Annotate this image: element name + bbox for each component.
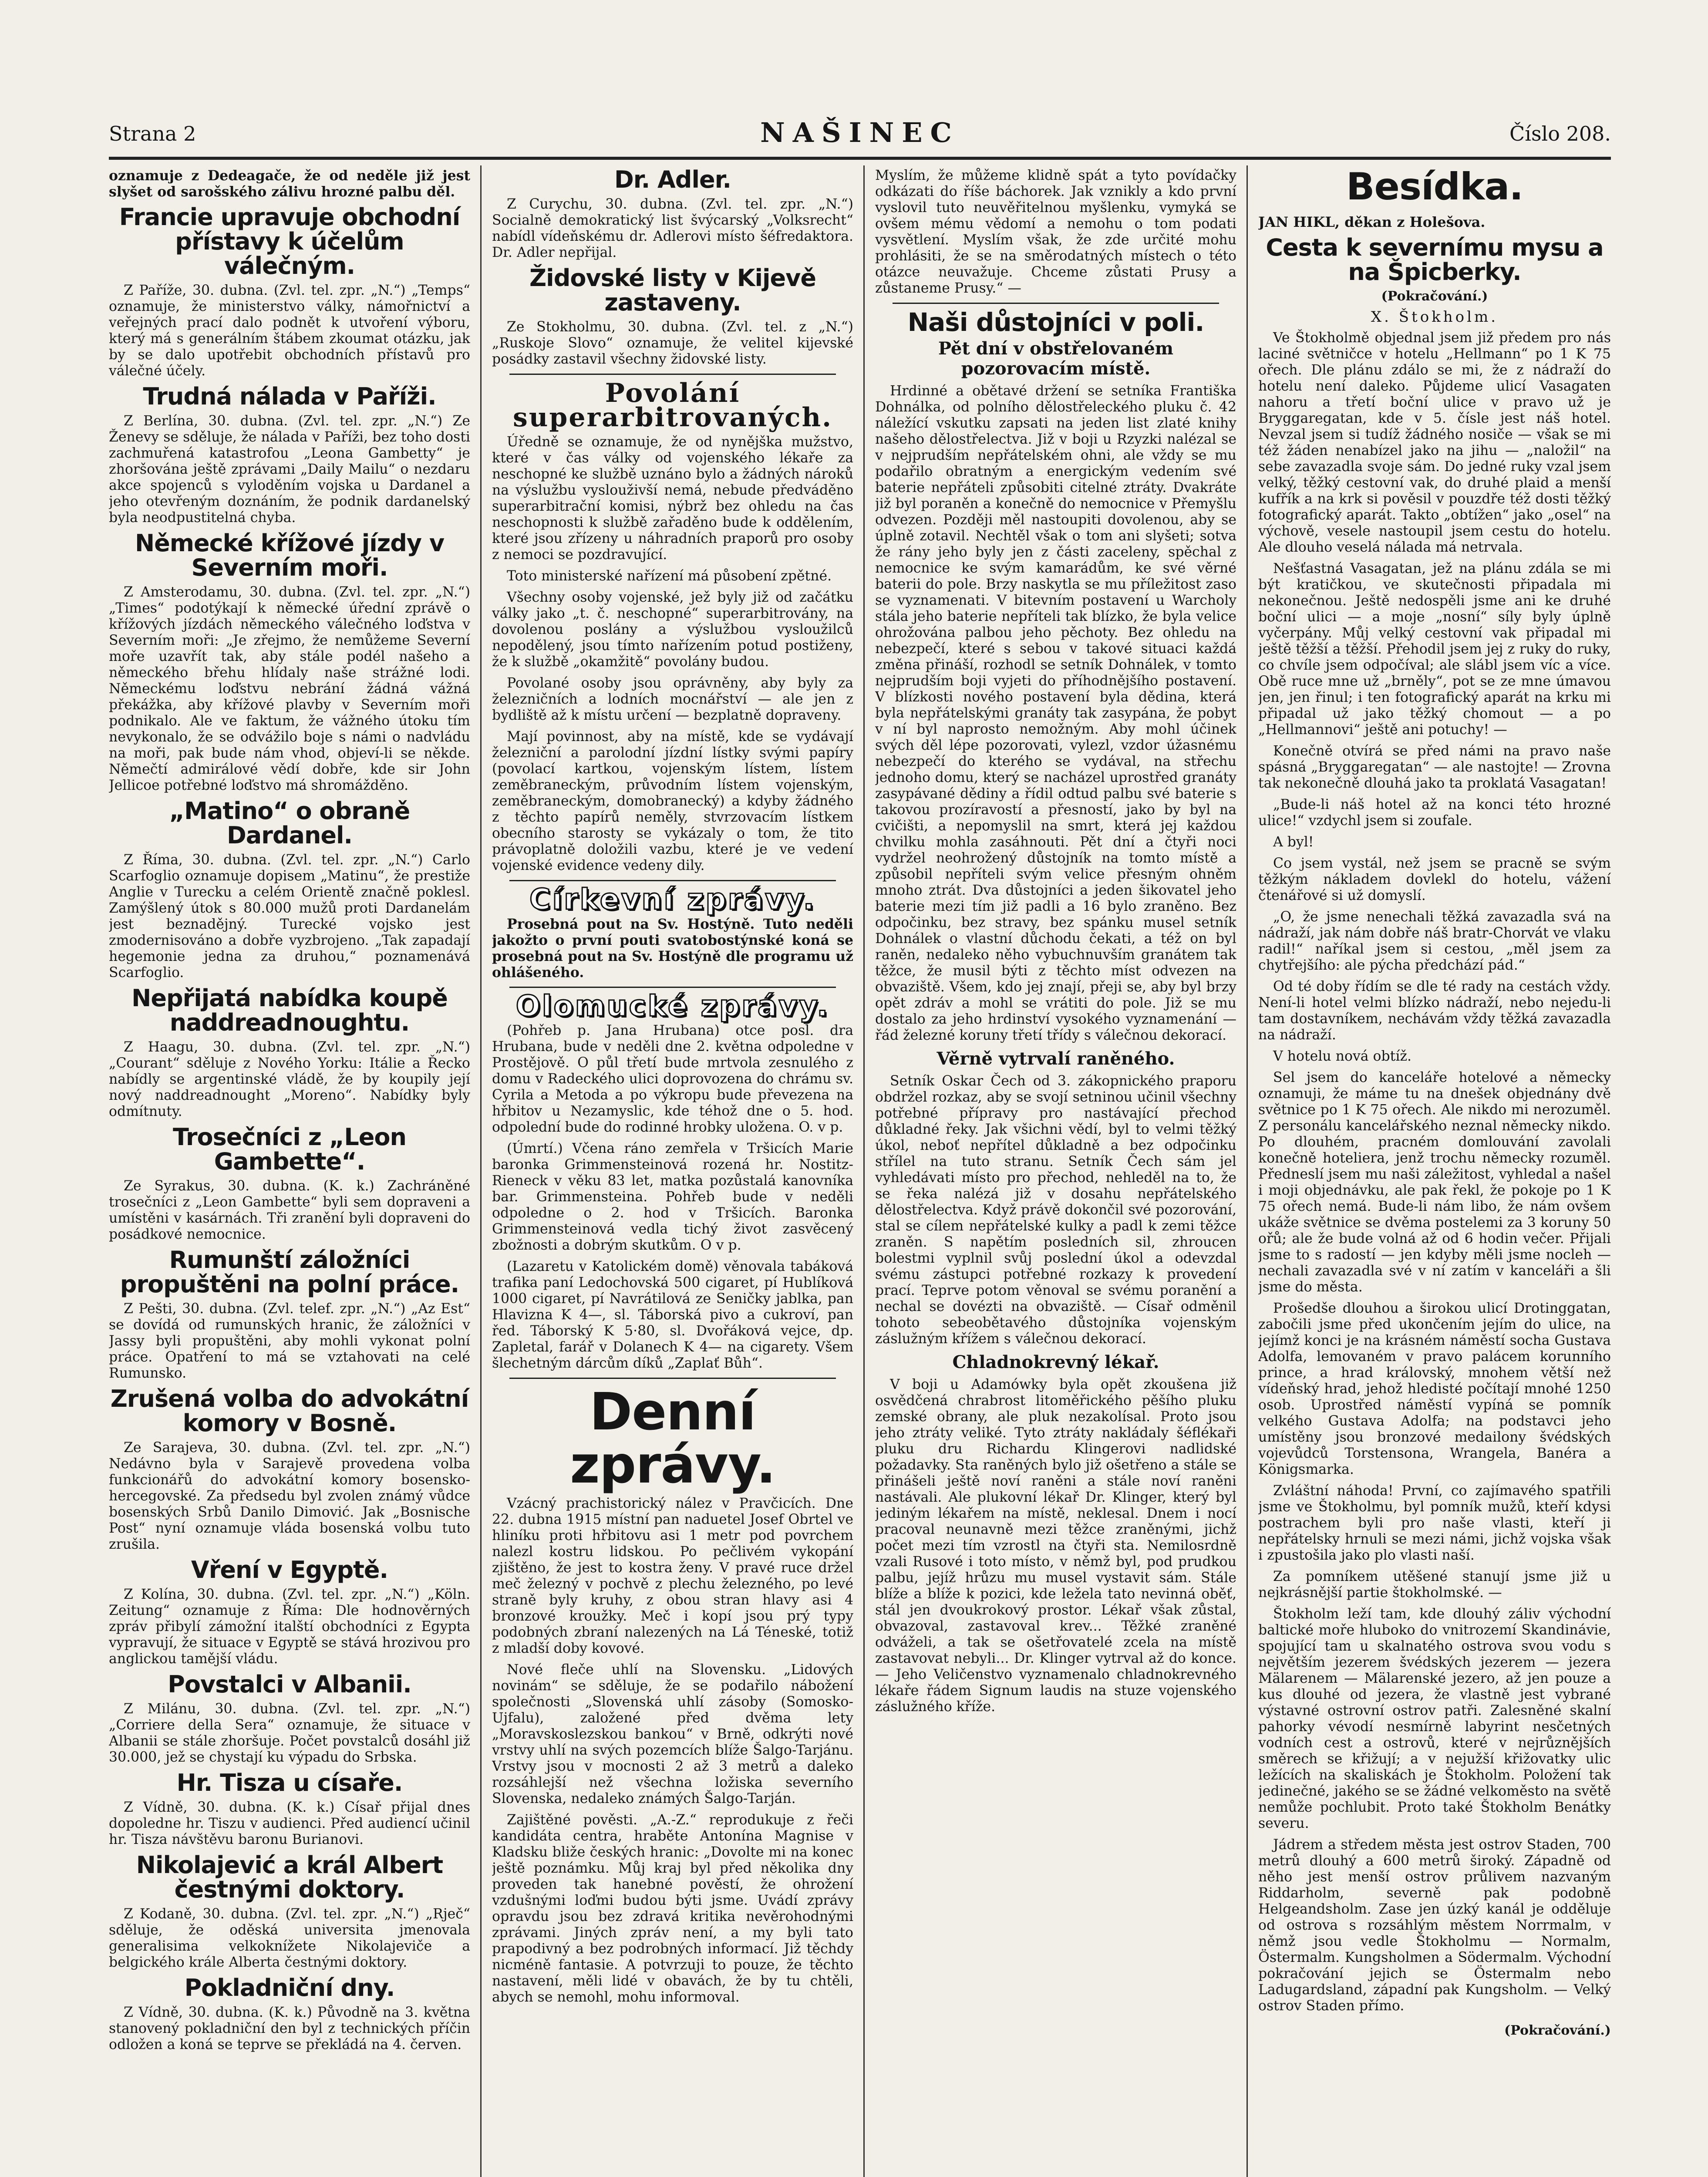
- subheadline: Chladnokrevný lékař.: [952, 1352, 1159, 1372]
- article-text: Z Paříže, 30. dubna. (Zvl. tel. zpr. „N.“) „Temps“ oznamuje, že ministerstvo války, námořnictví a veřejných prací dalo podnět k utvoření výboru, který má s generálním štábem zkoumat otázku, jak by se dalo upotřebit obchodních přístavů pro válečné účely.: [109, 283, 470, 379]
- headline: Vření v Egyptě.: [191, 1556, 388, 1584]
- article-text: (Lazaretu v Katolickém domě) věnovala tabáková trafika paní Ledochovská 500 cigaret, pí Hublíková 1000 cigaret, pí Navrátilová ze Seničky jablka, pan Hlavizna K 4—, sl. Táborská pivo a cukroví, pan řed. Táborský K 5·80, sl. Dvořáková vejce, dp. Zapletal, farář v Dolanech K 4— na cigarety. Všem šlechetným dárcům díků „Zaplať Bůh“.: [492, 1259, 853, 1371]
- article-text: Ve Štokholmě objednal jsem již předem pro nás laciné světničce v hotelu „Hellmann“ po 1 K 75 ořech. Dle plánu zdálo se mi, že z nádraží do hotelu není daleko. Půjdeme ulicí Vasagaten nahoru a třetí boční ulice v pravo už je Bryggaregatan, kde v 5. čísle jest náš hotel. Nevzal jsem si tudíž žádného nosiče — však se mi též žáden nenabízel jako na jihu — „naložil“ na sebe zavazadla svoje sám. Do jedné ruky vzal jsem velký, těžký cestovní vak, do druhé plaid a menší kufřík a na krk si pověsil v pouzdře též dosti těžký fotografický aparát. Takto „obtížen“ jako „osel“ na výchově, vesele nastoupil jsem cestu do hotelu. Ale dlouho veselá nálada má netrvala.: [1258, 330, 1611, 555]
- section-title: Besídka.: [1346, 168, 1523, 209]
- headline: Olomucké zprávy.: [515, 989, 830, 1023]
- article-text: Setník Oskar Čech od 3. zákopnického praporu obdržel rozkaz, aby se svojí setninou učinil všechny potřebné přípravy pro nastávající přechod důkladné řeky. Jak všichni vědí, byl to velmi těžký úkol, neboť nepřítel důkladně a bez odpočinku střílel na tuto stranu. Setník Čech sám jel vyhledávati místo pro přechod, nehleděl na to, že se řeka nalézá již v dosahu nepřátelského dělostřelectva. Když právě dokončil své pozorování, stal se cílem nepřátelské kulky a padl k zemi těžce zraněn. S napětím posledních sil, zhroucen bolestmi vyplnil svůj poslední úkol a odevzdal svému zástupci potřebné rozkazy k provedení prací. Teprve potom věnoval se svému poranění a nechal se dovézti na obvaziště. — Císař odměnil tohoto sebeobětavého důstojníka vojenským záslužným křížem s válečnou dekorací.: [875, 1073, 1236, 1347]
- article-text: Od té doby řídím se dle té rady na cestách vždy. Není-li hotel velmi blízko nádraží, nebo nejedu-li tam dostavníkem, nechávám vždy těžká zavazadla na nádraží.: [1258, 979, 1611, 1043]
- article-text: A byl!: [1273, 834, 1314, 850]
- article-text: „Bude-li náš hotel až na konci této hrozné ulice!“ vzdychl jsem si zoufale.: [1258, 797, 1611, 829]
- article-text: Z Milánu, 30. dubna. (Zvl. tel. zpr. „N.“) „Corriere della Sera“ oznamuje, že situace v Albanii se stále zhoršuje. Počet povstalců dosáhl již 30.000, jež se chystají ku výpadu do Srbska.: [109, 1701, 470, 1765]
- article-text: „O, že jsme nenechali těžká zavazadla svá na nádraží, jak nám dobře náš bratr-Chorvát ve vlaku radil!“ naříkal jsem si cestou, „měl jsem za chytřejšího: ale pýcha předchází pád.“: [1258, 909, 1611, 973]
- article-text: Z Vídně, 30. dubna. (K. k.) Původně na 3. května stanovený pokladniční den byl z technických příčin odložen a koná se teprve se překládá na 4. červen.: [109, 2005, 470, 2052]
- article-text: V hotelu nová obtíž.: [1273, 1048, 1412, 1064]
- article-text: Povolané osoby jsou oprávněny, aby byly za železničních a lodních mocnářství — ale jen z bydliště až k místu určení — bezplatně dopraveny.: [492, 675, 853, 723]
- divider: [509, 1378, 836, 1379]
- article-text: Prošedše dlouhou a širokou ulicí Drotinggatan, zabočili jsme před ukončením jejím do ulice, na jejímž konci je na krásném náměstí socha Gustava Adolfa, lemovaném v pravo palácem korunního prince, a hrad královský, mnohem větší než vídeňský hrad, jehož hledisté počítají mnohé 1250 osob. Uprostřed náměstí vypíná se pomník velkého Gustava Adolfa; na podstavci jeho umístěny jsou bronzové medailony švédských vojevůdců Torstensona, Wrangela, Banéra a Königsmarka.: [1258, 1301, 1611, 1477]
- article-text: (Pohřeb p. Jana Hrubana) otce posl. dra Hrubana, bude v neděli dne 2. května odpoledne v Prostějově. O půl třetí bude mrtvola zesnulého z domu v Radeckého ulici doprovozena do chrámu sv. Cyrila a Metoda a po výkropu bude převezena na hřbitov u Nezamyslic, kde téhož dne o 5. hod. odpolední bude do rodinné hrobky uložena. O. v p.: [492, 1023, 853, 1135]
- newspaper-title: NAŠINEC: [760, 117, 960, 148]
- headline: Francie upravuje obchodní přístavy k účelům válečným.: [119, 203, 460, 280]
- article-text: Z Amsterodamu, 30. dubna. (Zvl. tel. zpr. „N.“) „Times“ podotýkají k německé úřední zprávě o křížových jízdách německého válečného loďstva v Severním moři: „Je zřejmo, že nemůžeme Severní moře uzavřít tak, aby stále podél našeho a německého břehu hlídaly naše strážné lodi. Německému loďstvu nebrání žádná vážná překážka, aby křížové plavby v Severním moři podnikalo. Ale ve faktum, že vážného útoku tím nevykonalo, že se odvážilo boje s námi o nadvládu na moři, pak bude nám vhod, objeví-li se někde. Němečtí admirálové vědí dobře, kde sir John Jellicoe potřebné loďstvo má shromážděno.: [109, 584, 470, 793]
- headline: Církevní zprávy.: [529, 883, 816, 916]
- masthead: [109, 109, 1611, 160]
- column-4: [1258, 168, 1611, 2177]
- headline: Trosečníci z „Leon Gambette“.: [173, 1123, 406, 1175]
- article-text: Myslím, že můžeme klidně spát a tyto povídačky odkázati do říše báchorek. Jak vznikly a kdo první vyslovil tuto neuvěřitelnou myšlenku, vymyká se ovšem mému vědomí a nemohu o tom podati vysvětlení. Myslím však, že zde určité mohu prohlásiti, že se na směrodatných místech o této otázce neuvažuje. Chceme zůstati Prusy a zůstaneme Prusy.“ —: [875, 168, 1236, 296]
- article-text: Štokholm leží tam, kde dlouhý záliv východní baltické moře hluboko do vnitrozemí Skandinávie, spojující tam u skalnatého ostrova svou vodu s největším jezerem švédských jezerem — jezera Mälarenem — Mälarenské jezero, až jen pouze a kus dlouhé od jezera, že vlastně jest vybrané výstavné ostrovní ostrov patři. Zalesněné skalní pahorky vévodí nesmírně labyrint nesčetných vodních cest a ostrovů, které v nejrůznějších směrech se křižují; a v nejužší křižovatky ulic ležících na skaliskách je Štokholm. Položení tak jedinečné, jakého se se žádné velkoměsto na světě nemůže pochlubit. Proto také Štokholm Benátky severu.: [1258, 1606, 1611, 1831]
- subheadline: Pět dní v obstřelovaném pozorovacím místě.: [938, 338, 1174, 379]
- continued-note: (Pokračování.): [1381, 289, 1488, 304]
- headline: Německé křížové jízdy v Severním moři.: [135, 529, 445, 581]
- column-2: [492, 168, 853, 2177]
- headline: Židovské listy v Kijevě zastaveny.: [529, 264, 816, 316]
- headline: Zrušená volba do advokátní komory v Bosně.: [110, 1385, 469, 1437]
- headline: „Matino“ o obraně Dardanel.: [169, 797, 410, 849]
- article-text: Toto ministerské nařízení má působení zpětné.: [507, 568, 832, 584]
- article-text: Z Berlína, 30. dubna. (Zvl. tel. zpr. „N.“) Ze Ženevy se sděluje, že nálada v Paříži, bez toho dosti zachmuřená katastrofou „Leona Gambetty“ je zhoršována ještě zprávami „Daily Mailu“ o nezdaru akce spojenců s vyloděním vojska u Dardanel a jeho otevřeným doznáním, že podnik dardanelský byla neodpustitelná chyba.: [109, 413, 470, 526]
- article-text: Zajištěné pověsti. „A.-Z.“ reprodukuje z řeči kandidáta centra, hraběte Antonína Magnise v Kladsku bliže českých hranic: „Dovolte mi na konec ještě poznámku. Můj kraj byl před několika dny proveden tak hanebné pověstí, že ohrožení vzdušnými loďmi budou býti jsme. Uvádí zprávy opravdu jsou bez zdravá kritika nevěrohodnými zprávami. Jiných zpráv není, a my byli tato prapodivný a bez podrobných informací. Již těchdy nicméně fantasie. A potvrzuji to pouze, že těchto nastavení, měli lidé v obavách, že by tu chtěli, abych se nemohl, mohu informoval.: [492, 1812, 853, 2005]
- article-text: Mají povinnost, aby na místě, kde se vydávají železniční a parolodní jízdní lístky svými papíry (povolací kartkou, vojenským lístem, lístem zeměbraneckým, průvodním lístem vojenským, zeměbraneckým, domobranecký) a kdyby žádného z těchto papírů neměly, stvrzovacím lístkem obecního starosty se vykázaly o tom, že tito právoplatně doložili vazbu, které je ve vedení vojenské evidence vedeny dily.: [492, 729, 853, 873]
- article-text: Z Haagu, 30. dubna. (Zvl. tel. zpr. „N.“) „Courant“ sděluje z Nového Yorku: Itálie a Řecko nabídly se argentinské vládě, že by koupily její nový naddreadnought „Moreno“. Nabídky byly odmítnuty.: [109, 1039, 470, 1119]
- column-3: [875, 168, 1236, 2177]
- page-number: Strana 2: [109, 122, 196, 145]
- article-text: Z Kodaně, 30. dubna. (Zvl. tel. zpr. „N.“) „Rječ“ sděluje, že oděská universita jmenovala generalisima velkoknížete Nikolajeviče a belgického krále Alberta čestnými doktory.: [109, 1906, 470, 1970]
- article-text: Vzácný prachistorický nález v Pravčicích. Dne 22. dubna 1915 místní pan naduetel Josef Obrtel ve hliníku proti hřbitovu asi 1 metr pod povrchem nalezl kostru lidskou. Po pečlivém vykopání zjištěno, že jest to kostra ženy. V pravé ruce držel meč železný v pochvě z plechu železného, po levé straně byly kruhy, z obou stran hlavy asi 4 bronzové kroužky. Meč i kopí jsou prý typy podobných zbraní nalezených na Lá Téneské, totiž z mladší doby kovové.: [492, 1496, 853, 1656]
- article-text: Nešťastná Vasagatan, jež na plánu zdála se mi být kratičkou, ve skutečnosti připadala mi nekonečnou. Ještě nedospěli jsme ani ke druhé boční ulici — a moje „nosní“ síly byly úplně vyčerpány. Můj velký cestovní vak připadal mi ještě těžší a těžší. Přehodil jsem jej z ruky do ruky, co chvíle jsem odpočíval; ale slábl jsem víc a více. Obě ruce mne už „brněly“, pot se ze mne úmavou jen, jen řinul; i ten fotografický aparát na krku mi připadal už jako těžký chomout — a po „Hellmannovi“ ještě ani potuchy! —: [1258, 561, 1611, 738]
- headline: Rumunští záložníci propuštěni na polní práce.: [120, 1246, 459, 1298]
- column-rule: [863, 165, 865, 2177]
- article-text: Úředně se oznamuje, že od nynějška mužstvo, které v čas války od vojenského lékaře za neschopné ke službě uznáno bylo a žádných nároků na výslužbu vyslouživší nemá, nebude předváděno superarbitrační komisi, nýbrž bez ohledu na čas neschopnosti k službě zařaděno bude k oddělením, které jsou zřízeny u náhradních praporů pro osoby z nemoci se pozdravující.: [492, 434, 853, 563]
- article-text: Z Vídně, 30. dubna. (K. k.) Císař přijal dnes dopoledne hr. Tiszu v audienci. Před audiencí učinil hr. Tisza návštěvu baronu Burianovi.: [109, 1800, 470, 1847]
- article-text: Ze Stokholmu, 30. dubna. (Zvl. tel. z „N.“) „Ruskoje Slovo“ oznamuje, že velitel kijevské posádky zastavil všechny židovské listy.: [492, 319, 853, 367]
- headline: Cesta k severnímu mysu a na Špicberky.: [1266, 234, 1604, 286]
- article-text: Co jsem vystál, než jsem se pracně se svým těžkým nákladem dovlekl do hotelu, vážení čtenářové si už domyslí.: [1258, 856, 1611, 903]
- column-1: [109, 168, 470, 2177]
- article-text: Z Pešti, 30. dubna. (Zvl. telef. zpr. „N.“) „Az Est“ se dovídá od rumunských hranic, že záložníci v Jassy byli propuštěni, aby mohli vykonat polní práce. Opatření to má se vztahovati na celé Rumunsko.: [109, 1301, 470, 1381]
- article-text: Ze Sarajeva, 30. dubna. (Zvl. tel. zpr. „N.“) Nedávno byla v Sarajevě provedena volba funkcionářů do advokátní komory bosensko-hercegovské. Za předsedu byl zvolen známý vůdce bosenských Srbů Danilo Dimović. Jak „Bosnische Post“ nyní oznamuje vláda bosenská volbu tuto zrušila.: [109, 1440, 470, 1552]
- article-text: Prosebná pout na Sv. Hostýně. Tuto neděli jakožto o první pouti svatobostýnské koná se prosebná pout na Sv. Hostýně dle programu už ohlášeného.: [492, 916, 853, 981]
- divider: [509, 374, 836, 375]
- article-text: Hrdinné a obětavé držení se setníka Františka Dohnálka, od polního dělostřeleckého pluku č. 42 náležící vskutku zapsati na jeden list zlaté knihy našeho dělostřelectva. Již v boji u Rzyzki nalézal se v nejprudším nepřátelském ohni, ale vždy se mu podařilo obratným a energickým vedením své baterie nepřáteli způsobiti citelné ztráty. Dvakráte již byl poraněn a konečně do nemocnice v Přemyšlu odvezen. Později měl nastoupiti dovolenou, aby se úplně zotavil. Nechtěl však o tom ani slyšeti; sotva že rány jeho byly jen z části zaceleny, spěchal z nemocnice ke svým kamarádům, ke své věrné baterii do pole. Brzy naskytla se mu příležitost zaso se vyznamenati. V bitevním postavení u Warcholy stála jeho baterie nepříteli tak blízko, že byla velice ohrožována palbou jeho pěchoty. Bez ohledu na nebezpečí, které s sebou v takové situaci každá změna přináší, rozhodl se setník Dohnálek, v tomto nejprudším boji vyjeti do příhodnějšího postavení. V blízkosti nového postavení byla dědina, která byla nepřátelskými granáty tak zasypána, že pobyt v ní byl naprosto nemožným. Aby mohl účinek svých děl lépe pozorovati, vylezl, vzdor úžasnému nebezpečí do kterého se vydával, na střechu jednoho domu, který se nacházel uprostřed granáty zasypávané dědiny a řídil odtud palbu své baterie s takovou prozíravostí a přesností, jako by byl na cvičišti, a nepomyslil na smrt, která jej každou chvilku mohla zasáhnouti. Pět dní a čtyři noci vydržel neohrožený důstojník na tomto místě a způsobil nepříteli svým velice přesným ohněm mnoho ztrát. Dva důstojníci a jeden šikovatel jeho baterie mezi tím již padli a 16 bylo zraněno. Bez odpočinku, bez stravy, bez spánku musel setník Dohnálek o vlastní důchodu čekati, a též on byl raněn, nedaleko něho vybuchnuvším granátem tak těžce, že musil býti z těchto míst odvezen na obvaziště. Všem, kdo jej znají, přeji se, aby byl brzy opět zdráv a mohl se vrátiti do pole. Již se mu dostalo za jeho hrdinství vysokého vyznamenání — řád železné koruny třetí třídy s válečnou dekorací.: [875, 383, 1236, 1043]
- author: JAN HIKL, děkan z Holešova.: [1258, 214, 1486, 230]
- column-rule: [480, 165, 482, 2177]
- article-text: Z Kolína, 30. dubna. (Zvl. tel. zpr. „N.“) „Köln. Zeitung“ oznamuje z Říma: Dle hodnověrných zpráv přibylí zámožní italští obchodníci z Egypta vypravují, že situace v Egyptě se stává hrozivou pro anglickou tamější vládu.: [109, 1587, 470, 1667]
- headline: Povstalci v Albanii.: [168, 1671, 411, 1698]
- article-text: Za pomníkem utěšené stanují jsme již u nejkrásnější partie štokholmské. —: [1258, 1569, 1611, 1601]
- article-text: Sel jsem do kanceláře hotelové a německy oznamuji, že máme tu na dnešek objednány dvě světnice po 1 K 75 ořech. Ale nikdo mi nerozuměl. Z personálu kancelářského neznal německy nikdo. Po dlouhém, pracném domlouvání zavolali konečně hoteliera, jenž trochu německy rozuměl. Předneslí jsem mu naši záležitost, vyhledal a našel i moji objednávku, ale pak řekl, že pokoje po 1 K 75 ořech nemá. Bude-li nám libo, že nám ovšem ukáže světnice se dvěma postelemi za 3 koruny 50 ořů; ale že bude volná až od 6 hodin večer. Přijali jsme to s radostí — jen kdyby měli jsme nocleh — nechali zavazadla své v ní zatím v kanceláři a šli jsme do města.: [1258, 1070, 1611, 1295]
- continued-note: (Pokračování.): [1504, 2023, 1611, 2038]
- headline: Trudná nálada v Paříži.: [143, 383, 436, 410]
- article-text: (Úmrtí.) Včena ráno zemřela v Tršicích Marie baronka Grimmensteinová rozená hr. Nostitz-Rieneck v věku 83 let, matka pozůstalá kanovníka bar. Grimmensteina. Pohřeb bude v neděli odpoledne o 2. hod v Tršicích. Baronka Grimmensteinová vedla tichý život zasvěcený zbožnosti a dobrým skutkům. O v p.: [492, 1141, 853, 1253]
- article-text: Jádrem a středem města jest ostrov Staden, 700 metrů dlouhý a 600 metrů široký. Západně od něho jest menší ostrov průlivem nazvaným Riddarholm, severně pak podobně Helgeandsholm. Zase jen úzký kanál je odděluje od ostrova s rozsáhlým městem Norrmalm, v němž jsou vedle Štokholmu — Normalm, Östermalm. Kungsholmen a Södermalm. Východní pokračování jejich se Östermalm nebo Ladugardsland, západní pak Kungsholm. — Velký ostrov Staden přímo.: [1258, 1837, 1611, 2014]
- article-text: Z Curychu, 30. dubna. (Zvl. tel. zpr. „N.“) Socialně demokratický list švýcarský „Volksrecht“ nabídl vídeňskému dr. Adlerovi místo šéfredaktora. Dr. Adler nepřijal.: [492, 196, 853, 260]
- article-text: V boji u Adamówky byla opět zkoušena již osvědčená chrabrost litoměřického pěšího pluku zemské obrany, ale pluk nezakolísal. Proto jsou jeho ztráty veliké. Tyto ztráty nakládaly šéflékaři pluku dru Richardu Klingerovi nadlidské požadavky. Sta raněných bylo již ošetřeno a stále se přinášeli ještě noví raněni a stále noví raněni nastávali. Ale plukovní lékař Dr. Klinger, který byl jediným lékařem na místě, neklesal. Dnem i nocí pracoval neunavně mezi těžce zraněnými, jichž počet mezi tím vzrostl na čtyři sta. Nemilosrdně vzali Rusové i toto místo, v němž byl, pod prudkou palbu, jejíž hrůzu mu musel vystavit sám. Stále blíže a blíže k pozici, kde ležela tato nevinná oběť, stál jen dvoukrokový prostor. Lékař však zůstal, obvazoval, zastavoval krev... Těžké zraněné odváželi, a tak se ošetřovatelé zcela na místě zastavovat nebyli... Dr. Klinger vytrval až do konce. — Jeho Veličenstvo vyznamenalo chladnokrevného lékaře řádem Signum laudis na stuze vojenského záslužného kříže.: [875, 1377, 1236, 1715]
- divider: [509, 880, 836, 881]
- headline: Naši důstojníci v poli.: [907, 307, 1204, 337]
- article-text: oznamuje z Dedeagače, že od neděle již jest slyšet od sarošského zálivu hrozné palbu děl.: [109, 168, 470, 200]
- divider: [893, 303, 1219, 304]
- headline: Nikolajević a král Albert čestnými doktory.: [136, 1851, 443, 1903]
- chapter-title: X. Štokholm.: [1371, 308, 1499, 326]
- headline: Pokladniční dny.: [184, 1974, 395, 2002]
- headline: Nepřijatá nabídka koupě naddreadnoughtu.: [131, 984, 448, 1036]
- issue-number: Číslo 208.: [1509, 122, 1611, 145]
- article-text: Nové fleče uhlí na Slovensku. „Lidových novinám“ se sděluje, že se podařilo nábožení společnosti „Slovenská uhlí zásoby (Somosko-Ujfalu), založené před dvěma lety „Moravskoslezskou bankou“ v Brně, odkrýti nové vrstvy uhlí na svých pozemcích blíže Šalgo-Tarjánu. Vrstvy jsou v mocnosti 2 až 3 metrů a daleko rozsáhlejší než všechna ložiska severního Slovenska, nedaleko známých Šalgo-Tarján.: [492, 1662, 853, 1806]
- article-text: Zvláštní náhoda! První, co zajímavého spatřili jsme ve Štokholmu, byl pomník mužů, kteří kdysi postrachem byli pro naše vlasti, kteří ji nepřátelsky hrnuli se mezi námi, jichž vojska však i zpustošila jako plo vlasti naší.: [1258, 1483, 1611, 1563]
- newspaper-page: [109, 109, 1611, 2177]
- headline: Denní zprávy.: [570, 1382, 775, 1495]
- article-text: Konečně otvírá se před námi na pravo naše spásná „Bryggaregatan“ — ale nastojte! — Zrovna tak nekonečně dlouhá jako ta proklatá Vasagatan!: [1258, 743, 1611, 791]
- article-text: Všechny osoby vojenské, jež byly již od začátku války jako „t. č. neschopné“ superarbitrovány, na dovolenou poslány a výslužbou vysloužilců nepodělený, jsou tímto nařízením potud postiženy, že k službě „okamžitě“ povolány budou.: [492, 590, 853, 670]
- divider: [509, 987, 836, 988]
- subheadline: Věrně vytrvalí raněného.: [937, 1048, 1175, 1069]
- headline: Hr. Tisza u císaře.: [176, 1769, 403, 1796]
- headline: Povolání superarbitrovaných.: [513, 378, 832, 433]
- headline: Dr. Adler.: [614, 168, 731, 193]
- article-text: Z Říma, 30. dubna. (Zvl. tel. zpr. „N.“) Carlo Scarfoglio oznamuje dopisem „Matinu“, že prestiže Anglie v Turecku a celém Orientě značně poklesl. Zamýšlený útok s 80.000 mužů proti Dardanelám jest beznadějný. Turecké vojsko jest zmodernisováno a dobře vyzbrojeno. „Tak zapadají hegemonie jedna za druhou,“ poznamenává Scarfoglio.: [109, 852, 470, 981]
- article-text: Ze Syrakus, 30. dubna. (K. k.) Zachráněné trosečníci z „Leon Gambette“ byli sem dopraveni a umístěni v kasárnách. Tři zranění byli dopraveni do posádkové nemocnice.: [109, 1178, 470, 1242]
- column-rule: [1246, 165, 1248, 2177]
